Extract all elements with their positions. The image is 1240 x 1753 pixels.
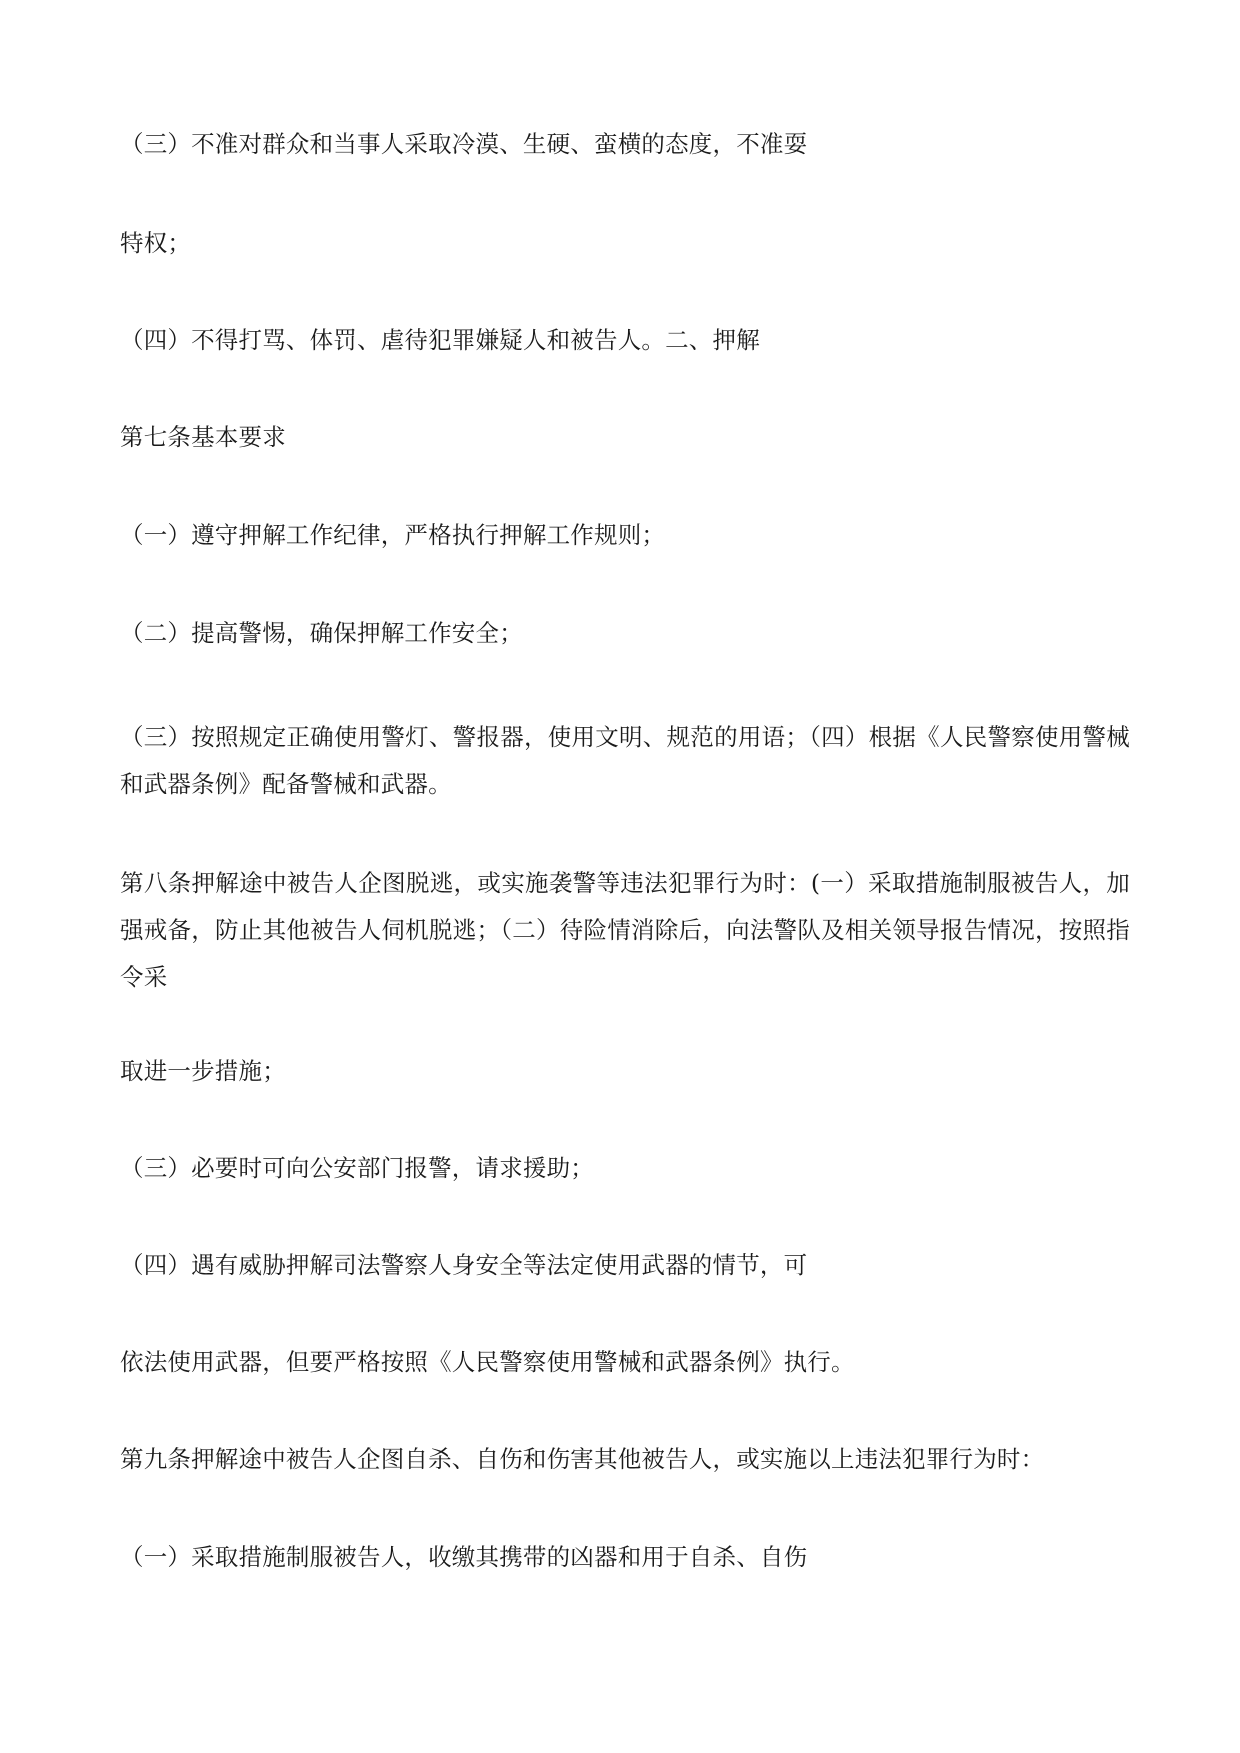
paragraph-11: （四）遇有威胁押解司法警察人身安全等法定使用武器的情节，可 xyxy=(120,1251,808,1279)
paragraph-3: （四）不得打骂、体罚、虐待犯罪嫌疑人和被告人。二、押解 xyxy=(120,326,760,354)
paragraph-1: （三）不准对群众和当事人采取冷漠、生硬、蛮横的态度，不准耍 xyxy=(120,130,808,158)
paragraph-4: 第七条基本要求 xyxy=(120,423,286,451)
paragraph-12: 依法使用武器，但要严格按照《人民警察使用警械和武器条例》执行。 xyxy=(120,1348,855,1376)
paragraph-14: （一）采取措施制服被告人，收缴其携带的凶器和用于自杀、自伤 xyxy=(120,1543,808,1571)
paragraph-2: 特权； xyxy=(120,229,192,257)
paragraph-5: （一）遵守押解工作纪律，严格执行押解工作规则； xyxy=(120,521,666,549)
paragraph-9: 取进一步措施； xyxy=(120,1057,286,1085)
paragraph-8: 第八条押解途中被告人企图脱逃，或实施袭警等违法犯罪行为时：(一）采取措施制服被告人，加强戒备，防止其他被告人伺机脱逃；（二）待险情消除后，向法警队及相关领导报告情况，按照指令采 xyxy=(120,869,1130,991)
paragraph-10: （三）必要时可向公安部门报警，请求援助； xyxy=(120,1154,594,1182)
paragraph-6: （二）提高警惕，确保押解工作安全； xyxy=(120,619,523,647)
paragraph-13: 第九条押解途中被告人企图自杀、自伤和伤害其他被告人，或实施以上违法犯罪行为时： xyxy=(120,1445,1045,1473)
paragraph-7: （三）按照规定正确使用警灯、警报器，使用文明、规范的用语；（四）根据《人民警察使用警械和武器条例》配备警械和武器。 xyxy=(120,723,1130,798)
